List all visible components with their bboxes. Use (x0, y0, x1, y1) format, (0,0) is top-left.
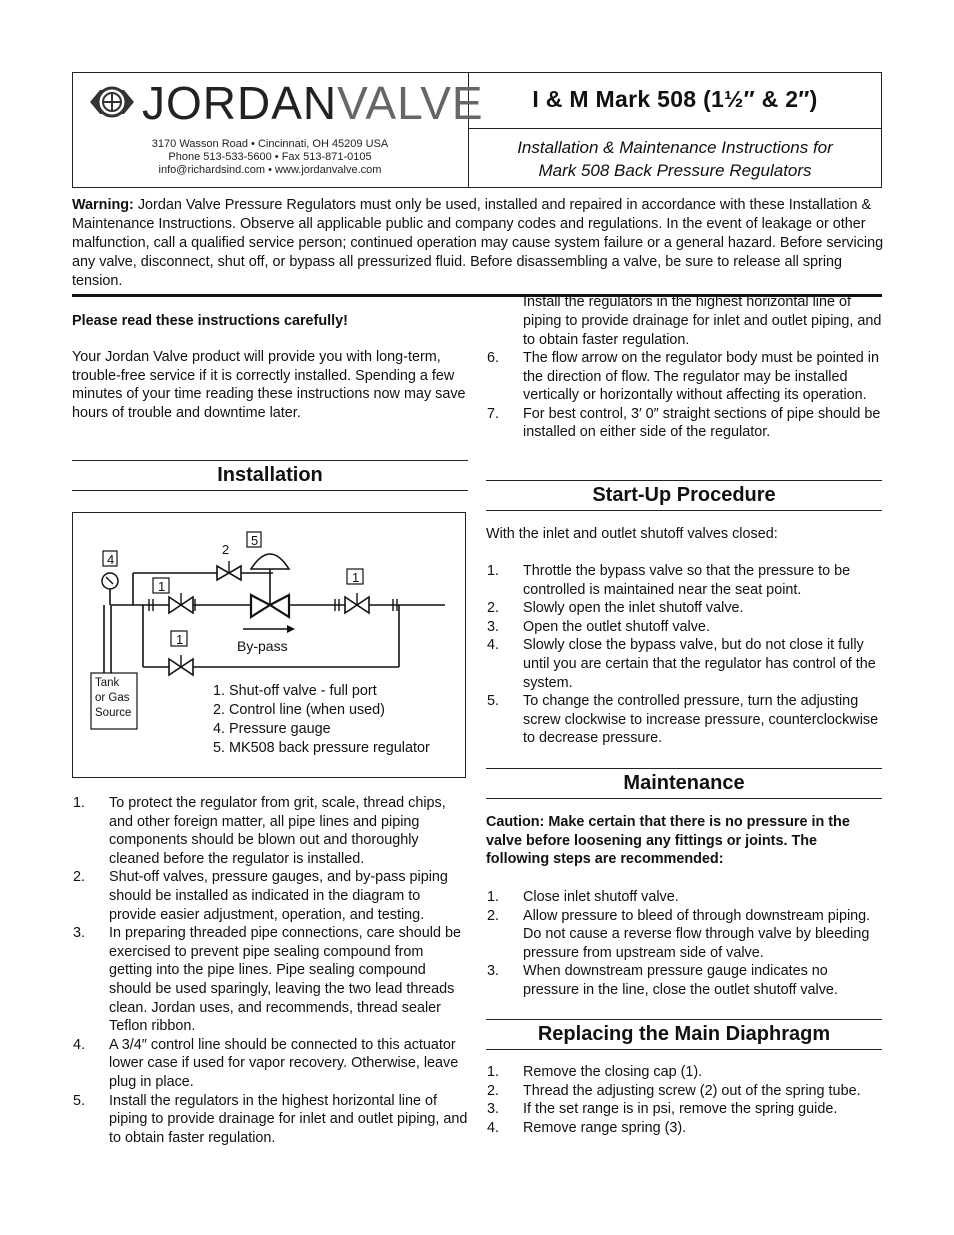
legend-item: 4. Pressure gauge (213, 721, 331, 737)
list-item: Install the regulators in the highest horizontal line of piping to provide drainage for inlet and outlet piping, and to obtain faster regulation. (523, 294, 882, 348)
piping-diagram (72, 512, 466, 778)
warning-label: Warning: (72, 197, 134, 213)
legend-item: 5. MK508 back pressure regulator (213, 740, 430, 756)
installation-heading: Installation (72, 460, 468, 491)
warning-paragraph (72, 196, 884, 291)
tank-label-line: Source (95, 707, 132, 719)
startup-intro: With the inlet and outlet shutoff valves closed: (486, 526, 778, 542)
callout-4: 4 (107, 552, 115, 567)
list-item: 1. Close inlet shutoff valve. (487, 889, 679, 905)
tank-label-line: Tank (95, 677, 120, 689)
callout-1a: 1 (158, 579, 166, 594)
list-item: 1. Remove the closing cap (1). (487, 1064, 703, 1080)
legend-item: 1. Shut-off valve - full port (213, 683, 377, 699)
legend-item: 2. Control line (when used) (213, 702, 385, 718)
intro-paragraph: Your Jordan Valve product will provide you with long-term, trouble-free service if it is correctly installed. Spending a few minutes of your time reading these instructions now may save hours of trouble and downtime later. (72, 349, 466, 421)
diaphragm-steps (486, 1063, 882, 1137)
startup-heading: Start-Up Procedure (486, 480, 882, 511)
list-item: 4. Remove range spring (3). (487, 1119, 687, 1136)
list-item: 2. Slowly open the inlet shutoff valve. (487, 600, 744, 617)
list-item: 4. Slowly close the bypass valve, but do not close it fully until you are certain that the regulator has control of the system. (487, 637, 876, 691)
list-item: 3. Open the outlet shutoff valve. (487, 618, 710, 635)
list-item: 2. Shut-off valves, pressure gauges, and by-pass piping should be installed as indicated in the diagram to provide easier adjustment, operation, and testing. (73, 869, 448, 923)
subtitle-line: Installation & Maintenance Instructions for (517, 138, 833, 157)
diaphragm-heading: Replacing the Main Diaphragm (486, 1019, 882, 1050)
logo-wordmark (142, 76, 484, 130)
list-item: 6. The flow arrow on the regulator body must be pointed in the direction of flow. The regulator may be installed vertically or horizontally without affecting its operation. (487, 350, 879, 404)
tank-label-line: or Gas (95, 692, 130, 704)
list-item: 1. Throttle the bypass valve so that the pressure to be controlled is maintained near the seat point. (487, 563, 851, 598)
callout-1c: 1 (176, 632, 184, 647)
list-item: 5. To change the controlled pressure, turn the adjusting screw clockwise to increase pressure, counterclockwise to decrease pressure. (487, 693, 879, 747)
list-item: 4. A 3/4″ control line should be connected to this actuator lower case if used for vapor recovery. Otherwise, leave plug in place. (73, 1036, 459, 1090)
bypass-label: By-pass (237, 638, 288, 654)
address-line: info@richardsind.com • www.jordanvalve.com (158, 164, 382, 176)
maintenance-caution: Caution: Make certain that there is no pressure in the valve before loosening any fittings or joints. The following steps are recommended: (486, 814, 850, 868)
logo-text-bold: JORDAN (142, 77, 338, 129)
document-title: I & M Mark 508 (1½″ & 2″) (532, 86, 818, 112)
callout-1b: 1 (352, 570, 360, 585)
address-line: 3170 Wasson Road • Cincinnati, OH 45209 USA (151, 138, 389, 150)
list-item: 3. When downstream pressure gauge indicates no pressure in the line, close the outlet shutoff valve. (487, 963, 838, 998)
list-item: 1. To protect the regulator from grit, scale, thread chips, and other foreign matter, all pipe lines and piping components should be blown out and thoroughly cleaned before the regulator is installed. (73, 795, 446, 867)
list-item: 3. If the set range is in psi, remove the spring guide. (487, 1101, 838, 1118)
list-item: 3. In preparing threaded pipe connections, care should be exercised to prevent pipe sealing compound from getting into the pipe lines. Pipe sealing compound should be used sparingly, leaving the two lead threads clean. Jordan uses, and recommends, thread sealer Teflon ribbon. (73, 925, 462, 1035)
installation-steps-right (486, 294, 882, 442)
startup-steps (486, 562, 882, 748)
list-item: 5. Install the regulators in the highest horizontal line of piping to provide drainage for inlet and outlet piping, and to obtain faster regulation. (73, 1092, 468, 1146)
intro-heading: Please read these instructions carefully! (72, 313, 348, 329)
tank-label (95, 676, 131, 721)
list-item: 2. Allow pressure to bleed of through downstream piping. Do not cause a reverse flow through valve by bleeding pressure from upstream side of valve. (487, 907, 871, 961)
company-address (72, 138, 468, 177)
diagram-legend (213, 682, 463, 758)
callout-5: 5 (251, 533, 259, 548)
logo-text-light: VALVE (337, 77, 484, 129)
title-divider (469, 128, 881, 129)
maintenance-steps (486, 888, 882, 1000)
list-item: 7. For best control, 3′ 0″ straight sections of pipe should be installed on either side of the regulator. (487, 405, 881, 441)
maintenance-heading: Maintenance (486, 768, 882, 799)
address-line: Phone 513-533-5600 • Fax 513-871-0105 (168, 151, 372, 163)
warning-text: Jordan Valve Pressure Regulators must only be used, installed and repaired in accordance with these Installation & Maintenance Instructions. Observe all applicable public and company codes and regulations. In the event of leakage or other malfunction, call a qualified service person; continued operation may cause system failure or a general hazard. Before servicing any valve, disconnect, shut off, or bypass all pressurized fluid. Before disassembling a valve, be sure to release all spring tension. (72, 197, 884, 289)
installation-steps-left (72, 794, 468, 1146)
list-item: 2. Thread the adjusting screw (2) out of the spring tube. (487, 1082, 861, 1099)
document-subtitle (469, 136, 881, 182)
jordan-valve-logo-icon (86, 80, 138, 124)
callout-2: 2 (222, 542, 230, 557)
subtitle-line: Mark 508 Back Pressure Regulators (538, 161, 812, 180)
